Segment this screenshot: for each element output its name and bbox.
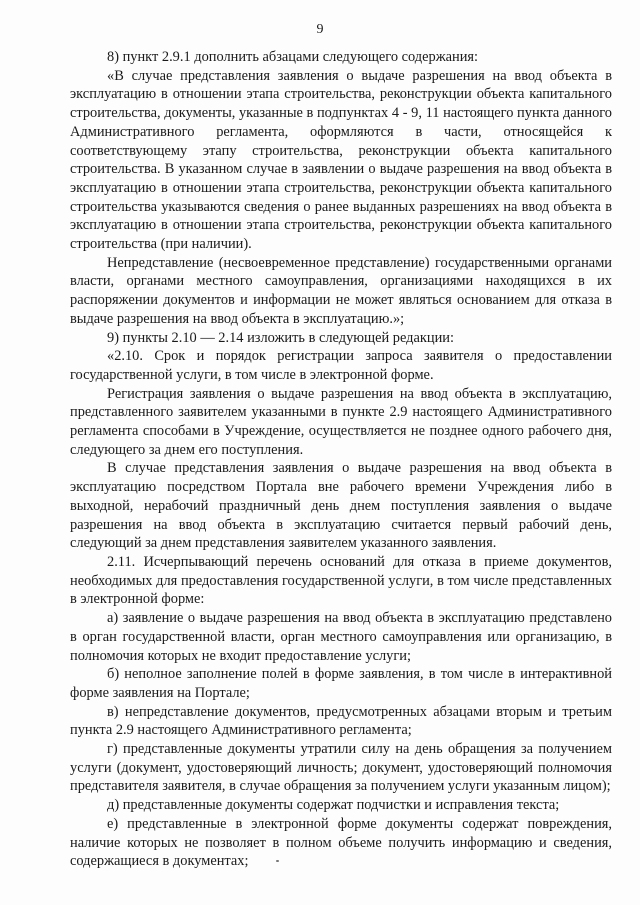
scan-speck xyxy=(276,860,279,862)
list-item-g: г) представленные документы утратили силу на день обращения за получением услуги (документ, удостоверяющий личность; документ, удостоверяющий полномочия представителя заявителя, в случае обращения за получением услуги указанным лицом); xyxy=(70,741,612,795)
document-body xyxy=(70,48,612,871)
page-number: 9 xyxy=(316,22,324,37)
paragraph-portal-submission: В случае представления заявления о выдаче разрешения на ввод объекта в эксплуатацию посредством Портала вне рабочего времени Учреждения либо в выходной, нерабочий праздничный день днем поступления заявления о выдаче разрешения на ввод объекта в эксплуатацию считается первый рабочий день, следующий за днем представления заявителем указанного заявления. xyxy=(70,460,612,552)
list-item-e: е) представленные в электронной форме документы содержат повреждения, наличие которых не позволяет в полном объеме получить информацию и сведения, содержащиеся в документах; xyxy=(70,815,612,870)
paragraph-registration: Регистрация заявления о выдаче разрешения на ввод объекта в эксплуатацию, представленного заявителем указанными в пункте 2.9 настоящего Административного регламента способами в Учреждение, осуществляется не позднее одного рабочего дня, следующего за днем его поступления. xyxy=(70,385,612,458)
paragraph-non-submission: Непредставление (несвоевременное представление) государственными органами власти, органами местного самоуправления, организациями находящихся в их распоряжении документов и информации не может являться основанием для отказа в выдаче разрешения на ввод объекта в эксплуатацию.»; xyxy=(70,254,612,327)
list-item-d: д) представленные документы содержат подчистки и исправления текста; xyxy=(107,797,560,814)
paragraph-item-9-amendment: 9) пункты 2.10 — 2.14 изложить в следующей редакции: xyxy=(107,329,454,346)
paragraph-section-2-11: 2.11. Исчерпывающий перечень оснований для отказа в приеме документов, необходимых для предоставления государственной услуги, в том числе представленных в электронной форме: xyxy=(70,553,612,608)
paragraph-stage-construction: «В случае представления заявления о выдаче разрешения на ввод объекта в эксплуатацию в отношении этапа строительства, реконструкции объекта капитального строительства, документы, указанные в подпунктах 4 - 9, 11 настоящего пункта данного Административного регламента, оформляются в части, относящейся к соответствующему этапу строительства, реконструкции объекта капитального строительства. В указанном случае в заявлении о выдаче разрешения на ввод объекта в эксплуатацию в отношении этапа строительства, реконструкции объекта капитального строительства указываются сведения о ранее выданных разрешениях на ввод объекта в эксплуатацию в отношении этапа строительства, реконструкции объекта капитального строительства (при наличии). xyxy=(70,67,612,253)
list-item-v: в) непредставление документов, предусмотренных абзацами вторым и третьим пункта 2.9 настоящего Административного регламента; xyxy=(70,703,612,739)
list-item-b: б) неполное заполнение полей в форме заявления, в том числе в интерактивной форме заявления на Портале; xyxy=(70,666,612,701)
paragraph-section-2-10: «2.10. Срок и порядок регистрации запроса заявителя о предоставлении государственной услуги, в том числе в электронной форме. xyxy=(70,348,612,383)
paragraph-item-8-amendment: 8) пункт 2.9.1 дополнить абзацами следующего содержания: xyxy=(107,49,479,65)
list-item-a: а) заявление о выдаче разрешения на ввод объекта в эксплуатацию представлено в орган государственной власти, орган местного самоуправления или организацию, в полномочия которых не входит предоставление услуги; xyxy=(70,610,612,664)
